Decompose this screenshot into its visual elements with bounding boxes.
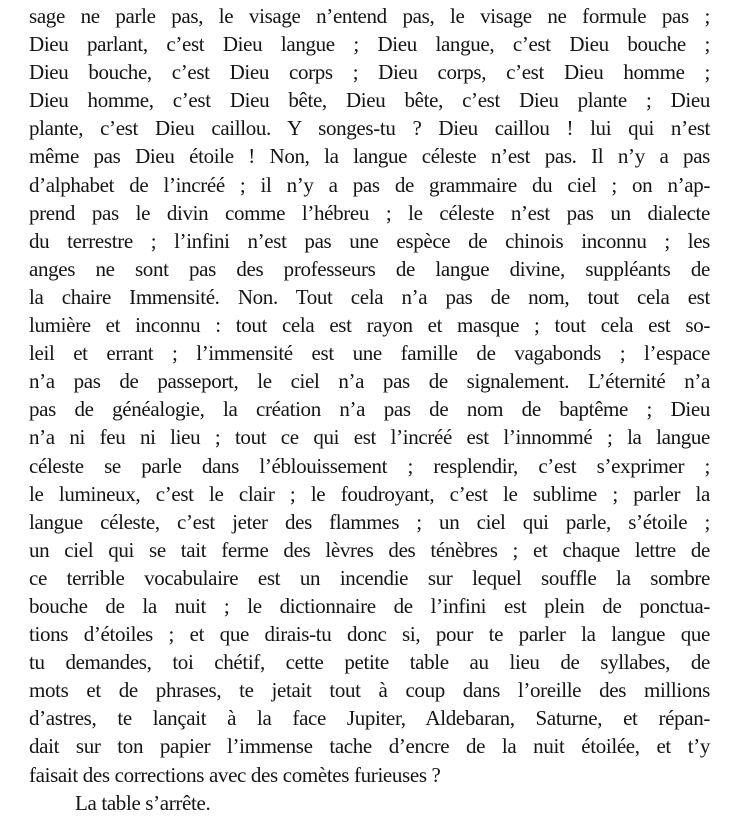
text-line: anges ne sont pas des professeurs de langue divine, suppléants de — [29, 256, 710, 281]
text-line: tions d’étoiles ; et que dirais-tu donc si, pour te parler la langue que — [29, 622, 710, 647]
text-line: le lumineux, c’est le clair ; le foudroyant, c’est le sublime ; parler la — [29, 481, 710, 506]
text-line: La table s’arrête. — [75, 790, 211, 815]
text-line: prend pas le divin comme l’hébreu ; le céleste n’est pas un dialecte — [29, 200, 710, 225]
text-line: Dieu parlant, c’est Dieu langue ; Dieu langue, c’est Dieu bouche ; — [29, 32, 710, 57]
text-line: faisait des corrections avec des comètes furieuses ? — [29, 762, 441, 787]
text-line: du terrestre ; l’infini n’est pas une espèce de chinois inconnu ; les — [29, 228, 710, 253]
text-line: céleste se parle dans l’éblouissement ; resplendir, c’est s’exprimer ; — [29, 453, 710, 478]
text-line: ce terrible vocabulaire est un incendie sur lequel souffle la sombre — [29, 565, 710, 590]
page-text — [29, 2, 710, 817]
text-line: leil et errant ; l’immensité est une famille de vagabonds ; l’espace — [29, 341, 710, 366]
text-line: d’astres, te lançait à la face Jupiter, Aldebaran, Saturne, et répan- — [29, 706, 710, 731]
text-line: Dieu homme, c’est Dieu bête, Dieu bête, c’est Dieu plante ; Dieu — [29, 88, 710, 113]
text-line: un ciel qui se tait ferme des lèvres des ténèbres ; et chaque lettre de — [29, 537, 710, 562]
text-line: même pas Dieu étoile ! Non, la langue céleste n’est pas. Il n’y a pas — [29, 144, 710, 169]
text-line: bouche de la nuit ; le dictionnaire de l’infini est plein de ponctua- — [29, 593, 710, 618]
text-line: n’a ni feu ni lieu ; tout ce qui est l’incréé est l’innommé ; la langue — [29, 425, 710, 450]
text-line: mots et de phrases, te jetait tout à coup dans l’oreille des millions — [29, 678, 710, 703]
text-line: n’a pas de passeport, le ciel n’a pas de signalement. L’éternité n’a — [29, 369, 710, 394]
text-line: d’alphabet de l’incréé ; il n’y a pas de grammaire du ciel ; on n’ap- — [29, 172, 710, 197]
text-line: plante, c’est Dieu caillou. Y songes-tu ? Dieu caillou ! lui qui n’est — [29, 116, 710, 141]
text-line: pas de généalogie, la création n’a pas de nom de baptême ; Dieu — [29, 397, 710, 422]
text-line: lumière et inconnu : tout cela est rayon et masque ; tout cela est so- — [29, 313, 710, 338]
text-line: la chaire Immensité. Non. Tout cela n’a pas de nom, tout cela est — [29, 284, 710, 309]
text-line: langue céleste, c’est jeter des flammes ; un ciel qui parle, s’étoile ; — [29, 509, 710, 534]
text-line: sage ne parle pas, le visage n’entend pas, le visage ne formule pas ; — [29, 4, 710, 28]
text-line: tu demandes, toi chétif, cette petite table au lieu de syllabes, de — [29, 650, 710, 675]
text-line: dait sur ton papier l’immense tache d’encre de la nuit étoilée, et t’y — [29, 734, 710, 759]
text-line: Dieu bouche, c’est Dieu corps ; Dieu corps, c’est Dieu homme ; — [29, 60, 710, 85]
